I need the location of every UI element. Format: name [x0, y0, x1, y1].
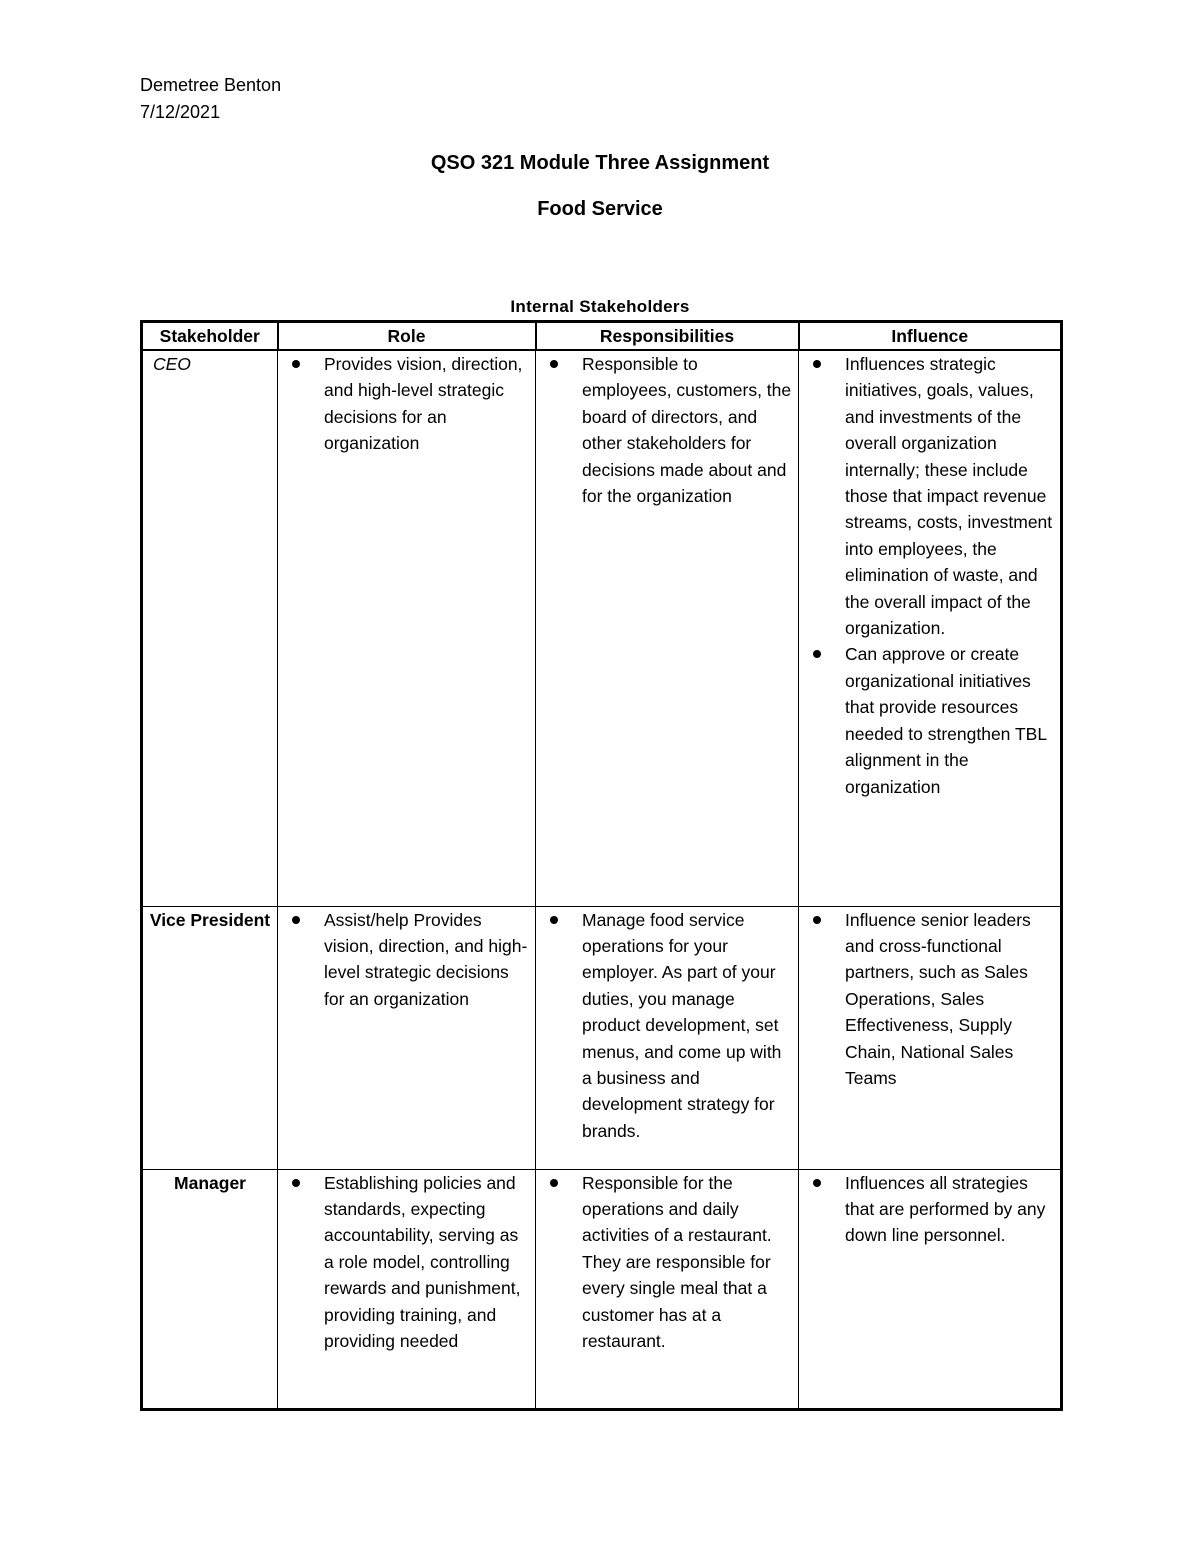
table-row-vice-president: [142, 906, 1062, 1169]
bullet-icon: [813, 650, 821, 658]
role-text: Provides vision, direction, and high-level strategic decisions for an organization: [324, 354, 523, 454]
role-cell: [278, 350, 536, 906]
list-item: [542, 907, 792, 1145]
stakeholder-cell: [142, 350, 278, 906]
list-item: [805, 907, 1054, 1092]
influence-cell: [799, 906, 1062, 1169]
stakeholder-cell: [142, 906, 278, 1169]
document-title: QSO 321 Module Three Assignment: [430, 152, 770, 174]
column-header-influence: Influence: [799, 322, 1062, 351]
responsibilities-cell: [536, 350, 799, 906]
bullet-icon: [550, 916, 558, 924]
document-date: 7/12/2021: [140, 102, 221, 122]
bullet-icon: [292, 916, 300, 924]
table-caption: Internal Stakeholders: [510, 297, 690, 316]
table-row-manager: [142, 1169, 1062, 1409]
list-item: [805, 641, 1054, 799]
bullet-icon: [813, 1179, 821, 1187]
stakeholder-table: [140, 320, 1063, 1411]
list-item: [284, 351, 529, 457]
responsibilities-text: Responsible for the operations and daily activities of a restaurant. They are responsible for every single meal that a customer has at a restaurant.: [582, 1172, 772, 1351]
author-name: Demetree Benton: [140, 75, 282, 95]
stakeholder-label: CEO: [153, 354, 191, 374]
bullet-icon: [292, 360, 300, 368]
list-item: [805, 1170, 1054, 1249]
influence-text: Influences all strategies that are performed by any down line personnel.: [845, 1172, 1046, 1246]
responsibilities-text: Responsible to employees, customers, the board of directors, and other stakeholders for decisions made about and for the organization: [582, 354, 792, 507]
stakeholder-label: Vice President: [149, 909, 271, 930]
influence-text: Influence senior leaders and cross-functional partners, such as Sales Operations, Sales Effectiveness, Supply Chain, National Sales Teams: [845, 909, 1031, 1088]
list-item: [284, 907, 529, 1013]
list-item: [542, 351, 792, 509]
responsibilities-text: Manage food service operations for your employer. As part of your duties, you manage product development, set menus, and come up with a business and development strategy for brands.: [582, 909, 782, 1141]
column-header-stakeholder: Stakeholder: [142, 322, 278, 351]
bullet-icon: [813, 916, 821, 924]
stakeholder-cell: [142, 1169, 278, 1409]
column-header-responsibilities: Responsibilities: [536, 322, 799, 351]
list-item: [284, 1170, 529, 1355]
bullet-icon: [292, 1179, 300, 1187]
responsibilities-cell: [536, 1169, 799, 1409]
role-text: Assist/help Provides vision, direction, and high-level strategic decisions for an organization: [324, 909, 528, 1009]
column-header-role: Role: [278, 322, 536, 351]
bullet-icon: [550, 360, 558, 368]
bullet-icon: [550, 1179, 558, 1187]
influence-text: Can approve or create organizational initiatives that provide resources needed to strengthen TBL alignment in the organization: [845, 644, 1047, 797]
role-cell: [278, 906, 536, 1169]
table-header-row: [142, 322, 1062, 351]
table-row-ceo: [142, 350, 1062, 906]
document-subtitle: Food Service: [537, 198, 663, 220]
document-header: [140, 72, 281, 126]
stakeholder-label: Manager: [174, 1172, 246, 1193]
influence-cell: [799, 1169, 1062, 1409]
bullet-icon: [813, 360, 821, 368]
influence-cell: [799, 350, 1062, 906]
role-text: Establishing policies and standards, expecting accountability, serving as a role model, controlling rewards and punishment, providing training, and providing needed: [324, 1172, 521, 1351]
role-cell: [278, 1169, 536, 1409]
list-item: [542, 1170, 792, 1355]
responsibilities-cell: [536, 906, 799, 1169]
list-item: [805, 351, 1054, 641]
influence-text: Influences strategic initiatives, goals, values, and investments of the overall organization internally; these include those that impact revenue streams, costs, investment into employees, the elimination of waste, and the overall impact of the organization.: [845, 354, 1053, 639]
